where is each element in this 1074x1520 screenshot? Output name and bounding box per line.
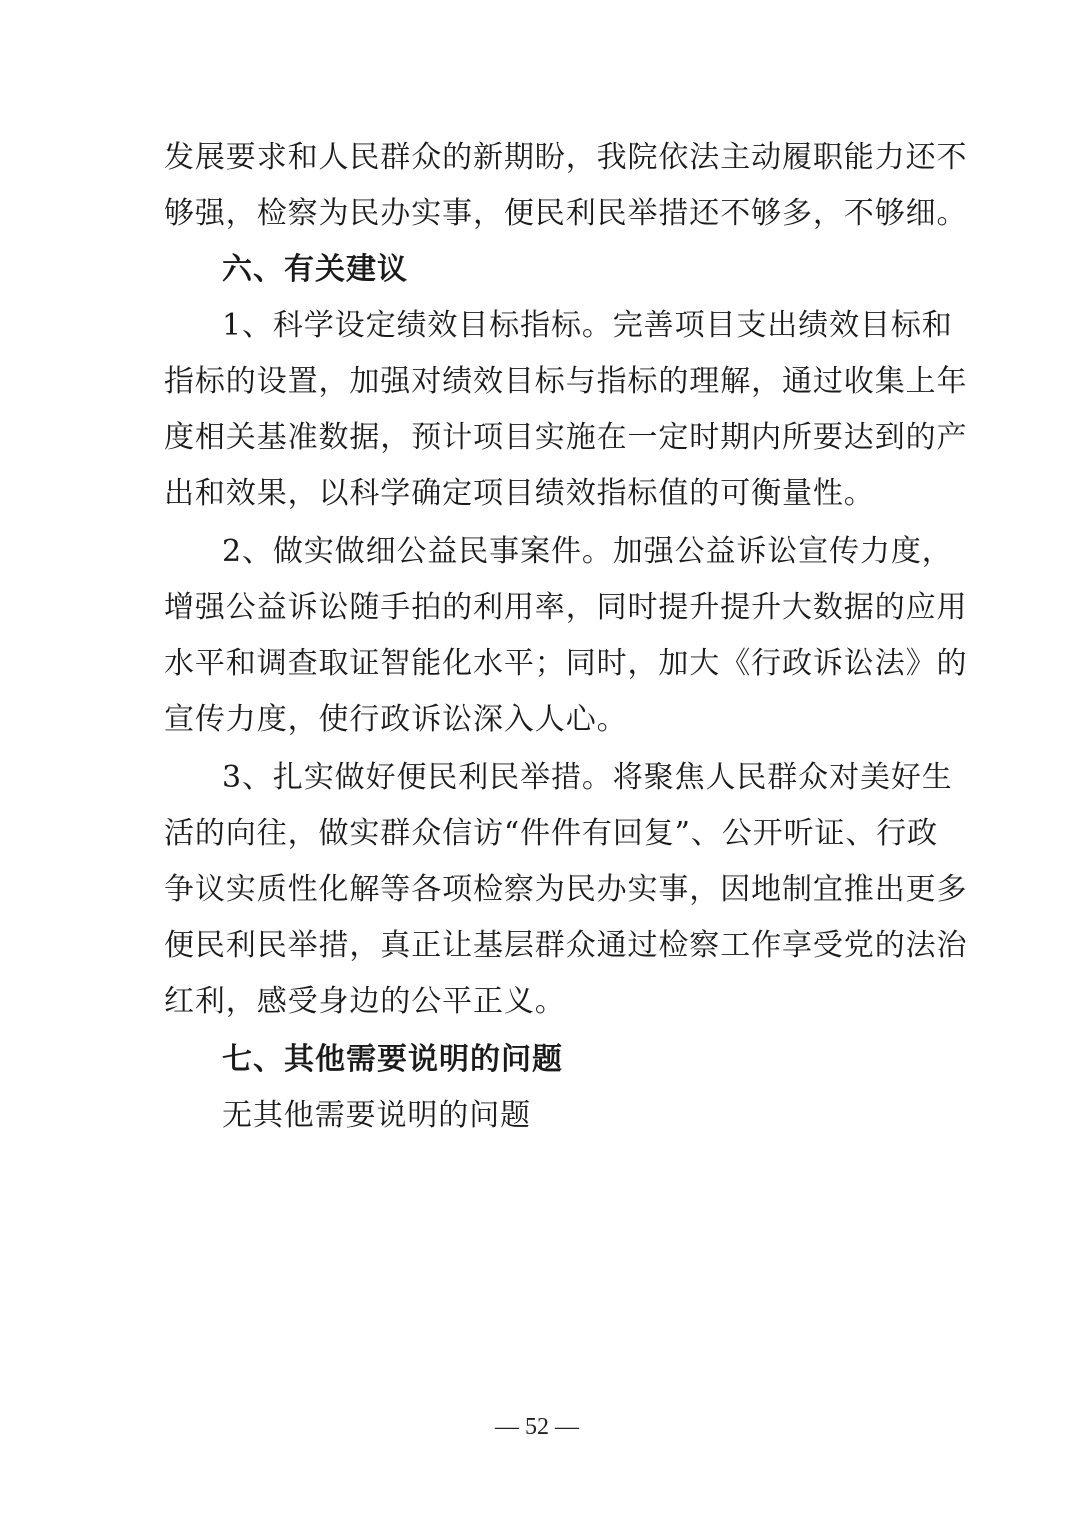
paragraph-line: 宣传力度，使行政诉讼深入人心。 — [164, 702, 628, 737]
paragraph-line: 度相关基准数据，预计项目实施在一定时期内所要达到的产 — [164, 420, 968, 455]
section-heading: 七、其他需要说明的问题 — [222, 1042, 563, 1077]
paragraph-line: 水平和调查取证智能化水平；同时，加大《行政诉讼法》的 — [164, 646, 968, 681]
paragraph-line: 2、做实做细公益民事案件。加强公益诉讼宣传力度， — [222, 534, 953, 569]
paragraph-line: 无其他需要说明的问题 — [222, 1098, 531, 1133]
page-number: — 52 — — [495, 1414, 579, 1440]
paragraph-line: 1、科学设定绩效目标指标。完善项目支出绩效目标和 — [222, 308, 953, 343]
paragraph-line: 发展要求和人民群众的新期盼，我院依法主动履职能力还不 — [164, 140, 968, 175]
paragraph-line: 红利，感受身边的公平正义。 — [164, 984, 566, 1019]
paragraph-line: 指标的设置，加强对绩效目标与指标的理解，通过收集上年 — [164, 364, 968, 399]
section-heading: 六、有关建议 — [222, 252, 408, 287]
paragraph-line: 3、扎实做好便民利民举措。将聚焦人民群众对美好生 — [222, 760, 953, 795]
paragraph-line: 便民利民举措，真正让基层群众通过检察工作享受党的法治 — [164, 928, 968, 963]
paragraph-line: 争议实质性化解等各项检察为民办实事，因地制宜推出更多 — [164, 872, 968, 907]
paragraph-line: 够强，检察为民办实事，便民利民举措还不够多，不够细。 — [164, 196, 968, 231]
paragraph-line: 增强公益诉讼随手拍的利用率，同时提升提升大数据的应用 — [164, 590, 968, 625]
paragraph-line: 出和效果，以科学确定项目绩效指标值的可衡量性。 — [164, 476, 875, 511]
paragraph-line: 活的向往，做实群众信访“件件有回复”、公开听证、行政 — [164, 816, 939, 851]
